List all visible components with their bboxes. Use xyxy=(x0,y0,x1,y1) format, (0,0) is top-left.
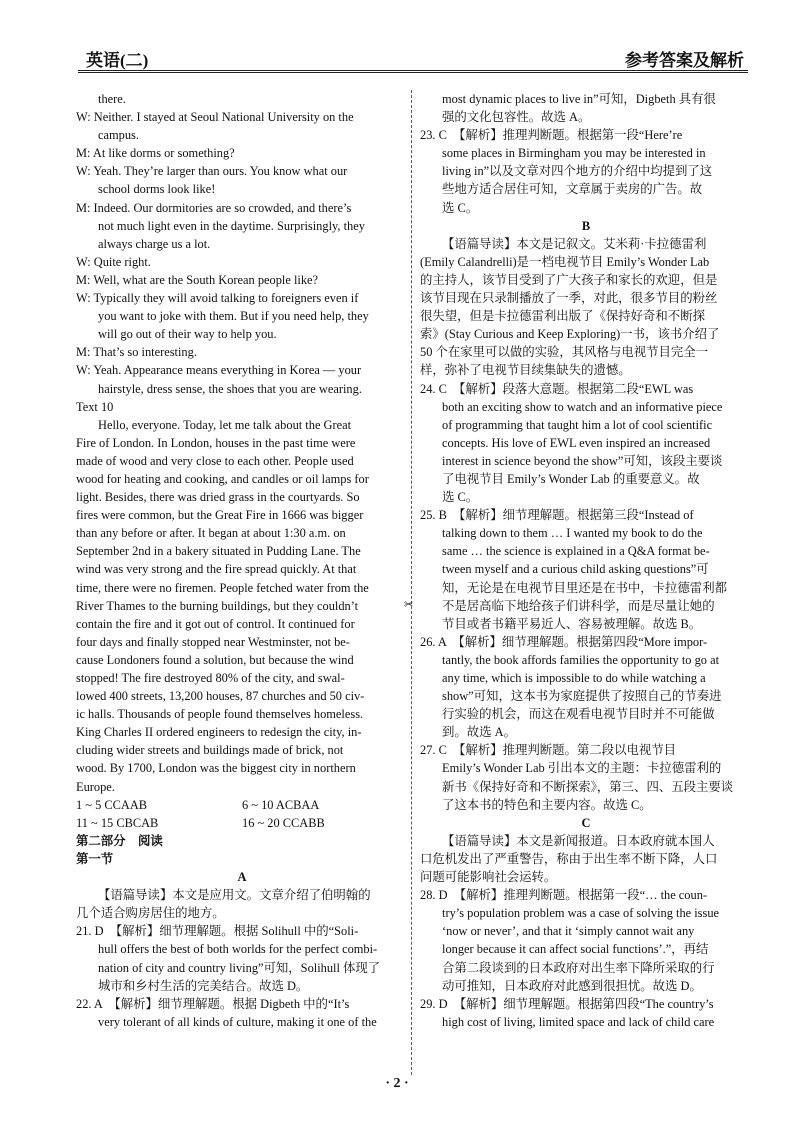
text-line: C xyxy=(581,815,591,830)
text-line: 不是居高临下地给孩子们讲科学，而是尽量让她的 xyxy=(442,598,715,613)
text-line: tween myself and a curious child asking questions”可 xyxy=(442,562,709,577)
text-line: 新书《保持好奇和不断探索》，第三、四、五段主要谈 xyxy=(442,779,734,794)
right-column-text xyxy=(420,90,752,1031)
text-line: A xyxy=(237,870,247,885)
answer-range: 6 ~ 10 ACBAA xyxy=(242,797,320,812)
text-line: of programming that taught him a lot of cool scientific xyxy=(442,417,713,432)
answer-range: 11 ~ 15 CBCAB xyxy=(76,815,159,830)
text-line: ‘now or never’, and that it ‘simply cannot wait any xyxy=(442,924,695,939)
text-line: same … the science is explained in a Q&A format be- xyxy=(442,544,710,559)
page-header xyxy=(78,42,748,73)
text-line: 很失望，但是卡拉德雷利出版了《保持好奇和不断探 xyxy=(420,309,705,324)
text-line: 第二部分 阅读 xyxy=(76,833,163,848)
text-line: 【语篇导读】本文是新闻报道。日本政府就本国人 xyxy=(442,833,715,848)
text-line: W: Typically they will avoid talking to foreigners even if xyxy=(76,291,359,306)
text-line: you want to joke with them. But if you need help, they xyxy=(98,309,369,324)
reading-section-text xyxy=(76,832,408,1031)
text-line: 【语篇导读】本文是应用文。文章介绍了伯明翰的 xyxy=(98,888,371,903)
text-line: 的主持人，该节目受到了广大孩子和家长的欢迎，但是 xyxy=(420,272,718,287)
text-line: wind was very strong and the fire spread quickly. At that xyxy=(76,562,357,577)
text-line: contain the fire and it got out of control. It continued for xyxy=(76,616,355,631)
text-line: some places in Birmingham you may be interested in xyxy=(442,146,706,161)
text-line: 到。故选 A。 xyxy=(442,725,516,740)
text-line: cause Londoners found a solution, but because the wind xyxy=(76,652,354,667)
text-line: 合第二段谈到的日本政府对出生率下降所采取的行 xyxy=(442,960,715,975)
answer-row xyxy=(76,814,408,832)
text-line: 50 个在家里可以做的实验，其风格与电视节目完全一 xyxy=(420,345,709,360)
text-line: there. xyxy=(98,92,126,106)
text-line: 些地方适合居住可知，文章属于卖房的广告。故 xyxy=(442,182,703,197)
text-line: M: That’s so interesting. xyxy=(76,345,197,360)
text-line: 行实验的机会，而这在观看电视节目时并不可能做 xyxy=(442,707,715,722)
text-line: very tolerant of all kinds of culture, making it one of the xyxy=(98,1014,377,1029)
text-line: both an exciting show to watch and an informative piece xyxy=(442,399,723,414)
text-line: than any before or after. It began at about 1:30 a.m. on xyxy=(76,526,346,541)
header-subject: 英语(二) xyxy=(86,51,149,70)
answer-key xyxy=(76,796,408,832)
text-line: 样，弥补了电视节目续集缺失的遗憾。 xyxy=(420,363,631,378)
text-line: living in”以及文章对四个地方的介绍中均提到了这 xyxy=(442,164,713,179)
text-line: 几个适合购房居住的地方。 xyxy=(76,906,225,921)
text-line: 了电视节目 Emily’s Wonder Lab 的重要意义。故 xyxy=(442,471,700,486)
text-line: will go out of their way to help you. xyxy=(98,327,277,342)
text-line: 25. B 【解析】细节理解题。根据第三段“Instead of xyxy=(420,508,694,523)
text-line: Hello, everyone. Today, let me talk about the Great xyxy=(98,417,352,432)
text-line: 城市和乡村生活的完美结合。故选 D。 xyxy=(98,978,309,993)
text-line: W: Yeah. Appearance means everything in Korea — your xyxy=(76,363,362,378)
text-line: 29. D 【解析】细节理解题。根据第四段“The country’s xyxy=(420,996,714,1011)
right-column xyxy=(420,90,752,1031)
text-line: 28. D 【解析】推理判断题。根据第一段“… the coun- xyxy=(420,888,708,903)
text-line: M: At like dorms or something? xyxy=(76,146,235,161)
text-line: (Emily Calandrelli)是一档电视节目 Emily’s Wonder Lab xyxy=(420,254,710,269)
text-line: made of wood and very close to each other. People used xyxy=(76,453,354,468)
text-line: high cost of living, limited space and lack of child care xyxy=(442,1014,715,1029)
text-line: W: Quite right. xyxy=(76,254,151,269)
text-line: concepts. His love of EWL even inspired an increased xyxy=(442,435,711,450)
left-column-text xyxy=(76,90,408,796)
text-line: show”可知，这本书为家庭提供了按照自己的节奏进 xyxy=(442,689,722,704)
text-line: 索》(Stay Curious and Keep Exploring)一书，该书介绍了 xyxy=(420,327,720,342)
text-line: lowed 400 streets, 13,200 houses, 87 churches and 50 civ- xyxy=(76,689,365,704)
text-line: 口危机发出了严重警告，称由于出生率不断下降，人口 xyxy=(420,851,718,866)
text-line: ic halls. Thousands of people found themselves homeless. xyxy=(76,707,364,722)
text-line: always charge us a lot. xyxy=(98,236,211,251)
text-line: 选 C。 xyxy=(442,490,479,505)
text-line: 问题可能影响社会运转。 xyxy=(420,870,557,885)
left-column xyxy=(76,90,408,1031)
text-line: 【语篇导读】本文是记叙文。艾米莉·卡拉德雷利 xyxy=(442,236,707,251)
text-line: 22. A 【解析】细节理解题。根据 Digbeth 中的“It’s xyxy=(76,996,350,1011)
text-line: 选 C。 xyxy=(442,200,479,215)
text-line: not much light even in the daytime. Surprisingly, they xyxy=(98,218,365,233)
text-line: cluding wider streets and buildings made of brick, not xyxy=(76,743,344,758)
text-line: hairstyle, dress sense, the shoes that you are wearing. xyxy=(98,381,362,396)
text-line: fires were common, but the Great Fire in 1666 was bigger xyxy=(76,508,364,523)
text-line: time, there were no firemen. People fetched water from the xyxy=(76,580,369,595)
text-line: M: Indeed. Our dormitories are so crowded, and there’s xyxy=(76,200,352,215)
text-line: 26. A 【解析】细节理解题。根据第四段“More impor- xyxy=(420,634,708,649)
text-line: 节目或者书籍平易近人、容易被理解。故选 B。 xyxy=(442,616,702,631)
answer-range: 16 ~ 20 CCABB xyxy=(242,815,325,830)
text-line: 第一节 xyxy=(76,851,114,866)
text-line: talking down to them … I wanted my book to do the xyxy=(442,526,703,541)
text-line: nation of city and country living”可知，Solihull 体现了 xyxy=(98,960,381,975)
text-line: W: Yeah. They’re larger than ours. You know what our xyxy=(76,164,348,179)
text-line: interest in science beyond the show”可知，该段主要谈 xyxy=(442,453,723,468)
text-line: 该节目现在只录制播放了一季，对此，很多节目的粉丝 xyxy=(420,291,718,306)
text-line: September 2nd in a bakery situated in Pudding Lane. The xyxy=(76,544,361,559)
text-line: longer because it can affect social functions’.”，再结 xyxy=(442,942,709,957)
text-line: 知，无论是在电视节目里还是在书中，卡拉德雷利都 xyxy=(442,580,727,595)
text-line: 27. C 【解析】推理判断题。第二段以电视节目 xyxy=(420,743,677,758)
text-line: Europe. xyxy=(76,779,115,794)
page-number: · 2 · xyxy=(385,1076,409,1091)
column-divider xyxy=(411,90,412,1075)
text-line: 21. D 【解析】细节理解题。根据 Solihull 中的“Soli- xyxy=(76,924,359,939)
text-line: most dynamic places to live in”可知，Digbeth 具有很 xyxy=(442,92,716,106)
answer-range: 1 ~ 5 CCAAB xyxy=(76,797,148,812)
header-section-title: 参考答案及解析 xyxy=(625,51,744,70)
text-line: 了这本书的特色和主要内容。故选 C。 xyxy=(442,797,652,812)
text-line: M: Well, what are the South Korean people like? xyxy=(76,272,319,287)
text-line: Text 10 xyxy=(76,399,114,414)
text-line: tantly, the book affords families the opportunity to go at xyxy=(442,652,720,667)
text-line: try’s population problem was a case of solving the issue xyxy=(442,906,720,921)
text-line: any time, which is impossible to do while watching a xyxy=(442,671,706,685)
scissors-icon: ✂ xyxy=(404,599,414,611)
text-line: Emily’s Wonder Lab 引出本文的主题：卡拉德雷利的 xyxy=(442,761,722,776)
text-line: 强的文化包容性。故选 A。 xyxy=(442,110,591,125)
answer-row xyxy=(76,796,408,814)
text-line: light. Besides, there was dried grass in the courtyards. So xyxy=(76,490,360,505)
text-line: River Thames to the burning buildings, but they couldn’t xyxy=(76,598,359,613)
text-line: stopped! The fire destroyed 80% of the city, and swal- xyxy=(76,671,345,685)
text-line: wood. By 1700, London was the biggest city in northern xyxy=(76,761,356,776)
text-line: hull offers the best of both worlds for the perfect combi- xyxy=(98,942,378,957)
text-line: King Charles II ordered engineers to redesign the city, in- xyxy=(76,725,362,740)
text-line: W: Neither. I stayed at Seoul National University on the xyxy=(76,110,354,125)
text-line: school dorms look like! xyxy=(98,182,216,197)
text-line: Fire of London. In London, houses in the past time were xyxy=(76,435,356,450)
text-line: four days and finally stopped near Westminster, not be- xyxy=(76,634,350,649)
text-line: B xyxy=(581,218,591,233)
text-line: wood for heating and cooking, and candles or oil lamps for xyxy=(76,471,369,486)
text-line: 动可推知，日本政府对此感到很担忧。故选 D。 xyxy=(442,978,702,993)
text-line: campus. xyxy=(98,128,139,143)
text-line: 24. C 【解析】段落大意题。根据第二段“EWL was xyxy=(420,381,694,396)
text-line: 23. C 【解析】推理判断题。根据第一段“Here’re xyxy=(420,128,683,143)
